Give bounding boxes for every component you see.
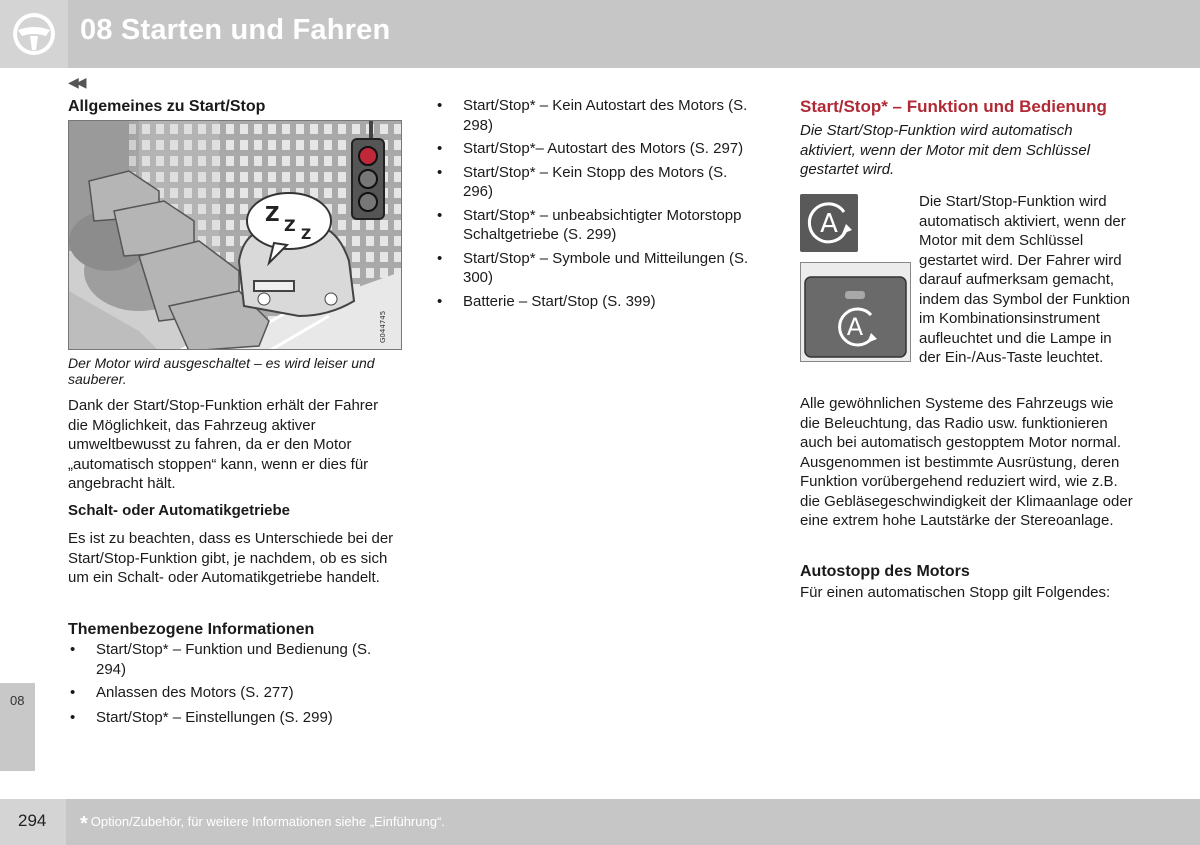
section-heading-general: Allgemeines zu Start/Stop bbox=[68, 98, 266, 115]
bullet-icon: • bbox=[70, 708, 76, 726]
chapter-title: 08 Starten und Fahren bbox=[80, 14, 391, 46]
autostop-paragraph: Für einen automatischen Stopp gilt Folgendes: bbox=[800, 584, 1111, 601]
list-item[interactable]: • Start/Stop* – unbeabsichtigter Motorstopp Schaltgetriebe (S. 299) bbox=[437, 206, 742, 243]
start-stop-button-icon bbox=[800, 262, 911, 362]
systems-paragraph: Alle gewöhnlichen Systeme des Fahrzeugs wie die Beleuchtung, das Radio usw. funktionieren auch bei automatisch gestopptem Motor normal. Ausgenommen ist bestimmte Ausrüstung, deren Funktion vorübergehend reduziert wird, wie z.B. die Gebläsegeschwindigkeit der Klimaanlage oder eine extrem hohe Lautstärke der Stereoanlage. bbox=[800, 395, 1133, 529]
bullet-icon: • bbox=[437, 292, 443, 310]
svg-text:A: A bbox=[820, 209, 838, 239]
bullet-icon: • bbox=[70, 641, 76, 658]
chapter-icon-box bbox=[0, 0, 68, 68]
chapter-number: 08 bbox=[10, 693, 25, 708]
gearbox-heading: Schalt- oder Automatikgetriebe bbox=[68, 502, 290, 519]
svg-text:A: A bbox=[846, 313, 864, 341]
option-star-icon: * bbox=[80, 813, 88, 835]
svg-text:Z: Z bbox=[265, 202, 280, 226]
start-stop-illustration bbox=[68, 120, 402, 350]
previous-page-icon[interactable]: ◀◀ bbox=[68, 74, 84, 90]
list-item[interactable]: • Start/Stop* – Symbole und Mitteilungen (S. 300) bbox=[437, 249, 749, 286]
list-item[interactable]: • Start/Stop* – Kein Autostart des Motors (S. 298) bbox=[437, 97, 748, 134]
list-item[interactable]: • Start/Stop* – Funktion und Bedienung (S. 294) bbox=[70, 641, 372, 678]
bullet-icon: • bbox=[437, 97, 443, 114]
list-item[interactable]: • Start/Stop* – Kein Stopp des Motors (S. 296) bbox=[437, 163, 728, 200]
start-stop-symbol-icon bbox=[800, 194, 858, 252]
image-caption: Der Motor wird ausgeschaltet – es wird leiser und sauberer. bbox=[68, 355, 375, 387]
autostop-heading: Autostopp des Motors bbox=[800, 563, 970, 580]
related-list-middle bbox=[435, 96, 755, 311]
image-code: G044745 bbox=[379, 310, 387, 343]
svg-text:Z: Z bbox=[284, 216, 296, 235]
page-header bbox=[0, 0, 1200, 68]
list-item[interactable]: • Start/Stop* – Einstellungen (S. 299) bbox=[70, 708, 333, 726]
related-info-heading: Themenbezogene Informationen bbox=[68, 621, 315, 638]
list-item[interactable]: • Start/Stop*– Autostart des Motors (S. 297) bbox=[437, 140, 744, 157]
gearbox-paragraph: Es ist zu beachten, dass es Unterschiede bei der Start/Stop-Funktion gibt, je nachdem, ob es sich um ein Schalt- oder Automatikgetriebe handelt. bbox=[68, 530, 394, 586]
bullet-icon: • bbox=[437, 206, 443, 224]
page-footer bbox=[0, 799, 1200, 845]
intro-paragraph: Dank der Start/Stop-Funktion erhält der Fahrer die Möglichkeit, das Fahrzeug aktiver umweltbewusst zu fahren, da er den Motor „automatisch stoppen“ kann, wenn er dies für angebracht hält. bbox=[68, 397, 379, 492]
page-number: 294 bbox=[18, 811, 47, 830]
symbol-description: Die Start/Stop-Funktion wird automatisch aktiviert, wenn der Motor mit dem Schlüssel gestartet wird. Der Fahrer wird darauf aufmerksam gemacht, indem das Symbol der Funktion im Kombinationsinstrument aufleuchtet und die Lampe in der Ein-/Aus-Taste leuchtet. bbox=[919, 193, 1130, 366]
list-item[interactable]: • Batterie – Start/Stop (S. 399) bbox=[437, 292, 656, 310]
section-heading-function: Start/Stop* – Funktion und Bedienung bbox=[800, 97, 1107, 116]
bullet-icon: • bbox=[437, 140, 443, 157]
bullet-icon: • bbox=[70, 684, 76, 701]
chapter-side-tab bbox=[0, 683, 35, 771]
svg-text:Z: Z bbox=[301, 227, 312, 243]
footer-note bbox=[80, 813, 445, 836]
list-item[interactable]: • Anlassen des Motors (S. 277) bbox=[70, 684, 294, 701]
footer-note-text: Option/Zubehör, für weitere Informationen siehe „Einführung“. bbox=[90, 814, 445, 829]
page-number-box bbox=[0, 799, 66, 845]
steering-wheel-icon bbox=[0, 0, 68, 68]
function-intro: Die Start/Stop-Funktion wird automatisch aktiviert, wenn der Motor mit dem Schlüssel gestartet wird. bbox=[800, 122, 1091, 178]
related-list-left bbox=[68, 640, 388, 727]
bullet-icon: • bbox=[437, 163, 443, 181]
bullet-icon: • bbox=[437, 249, 443, 267]
